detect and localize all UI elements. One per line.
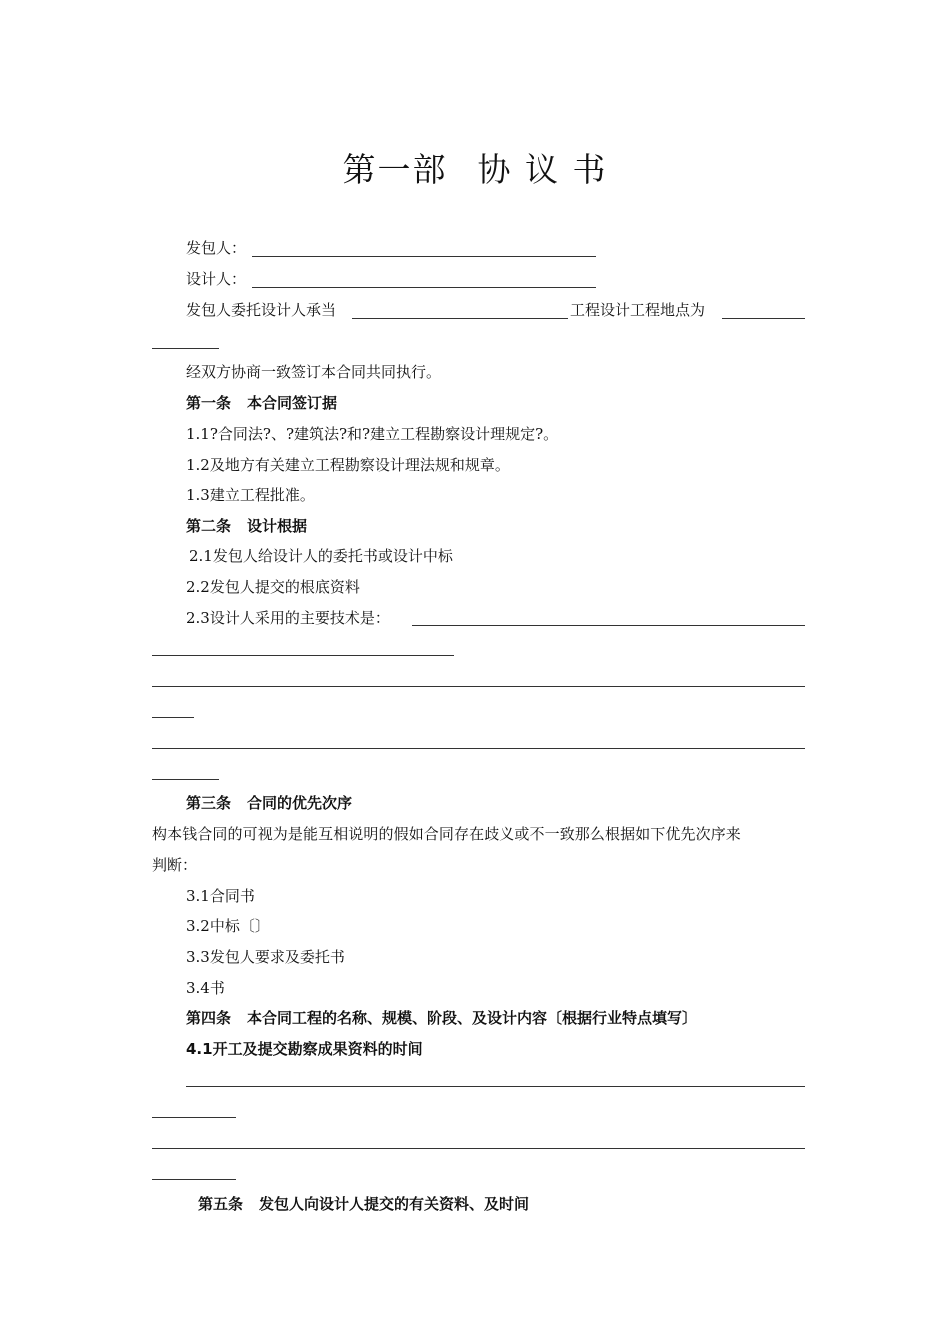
article1-item: 1.3建立工程批准。 — [186, 486, 315, 504]
article4-num: 第四条 — [186, 1009, 232, 1027]
client-line — [186, 238, 246, 258]
blank-line — [186, 1086, 805, 1087]
article2-num: 第二条 — [186, 517, 232, 535]
article1-heading — [186, 393, 337, 413]
title-name: 协 议 书 — [477, 150, 608, 189]
article5-num: 第五条 — [198, 1195, 244, 1213]
article3-title: 合同的优先次序 — [247, 794, 353, 812]
designer-label: 设计人： — [186, 270, 247, 288]
page-title — [0, 150, 950, 190]
article4-title: 本合同工程的名称、规模、阶段、及设计内容〔根据行业特点填写〕 — [247, 1009, 698, 1027]
client-label: 发包人： — [186, 239, 247, 257]
article4-heading — [186, 1008, 697, 1028]
article3-item: 3.4书 — [186, 979, 225, 997]
technique-blank — [412, 625, 805, 626]
article3-num: 第三条 — [186, 794, 232, 812]
intro-text: 经双方协商一致签订本合同共同执行。 — [186, 363, 442, 381]
commission-mid: 工程设计工程地点为 — [570, 301, 706, 319]
article5-title: 发包人向设计人提交的有关资料、及时间 — [259, 1195, 530, 1213]
designer-line — [186, 269, 246, 289]
article3-body-cont: 判断： — [152, 856, 198, 874]
article2-heading — [186, 516, 307, 536]
designer-blank — [252, 287, 596, 288]
blank-line — [152, 748, 805, 749]
blank-line — [152, 686, 805, 687]
project-name-blank — [352, 318, 568, 319]
commission-prefix: 发包人委托设计人承当 — [186, 301, 337, 319]
article2-title: 设计根据 — [247, 517, 308, 535]
blank-line — [152, 779, 219, 780]
location-blank-cont — [152, 348, 219, 349]
article3-item: 3.3发包人要求及委托书 — [186, 948, 345, 966]
article1-item: 1.1?合同法?、?建筑法?和?建立工程勘察设计理规定?。 — [186, 425, 559, 443]
blank-line — [152, 717, 194, 718]
blank-line — [152, 1179, 236, 1180]
blank-line — [152, 1117, 236, 1118]
article3-heading — [186, 793, 352, 813]
article4-sub: 4.1开工及提交勘察成果资料的时间 — [186, 1040, 423, 1058]
article2-item: 2.3设计人采用的主要技术是： — [186, 609, 390, 627]
title-part: 第一部 — [342, 150, 448, 189]
article3-body: 构本钱合同的可视为是能互相说明的假如合同存在歧义或不一致那么根据如下优先次序来 — [152, 825, 741, 843]
article1-item: 1.2及地方有关建立工程勘察设计理法规和规章。 — [186, 456, 510, 474]
article1-num: 第一条 — [186, 394, 232, 412]
technique-blank-cont — [152, 655, 454, 656]
article2-item: 2.2发包人提交的根底资料 — [186, 578, 360, 596]
article1-title: 本合同签订据 — [247, 394, 338, 412]
article2-item: 2.1发包人给设计人的委托书或设计中标 — [189, 547, 453, 565]
location-blank — [722, 318, 805, 319]
client-blank — [252, 256, 596, 257]
article5-heading — [198, 1194, 529, 1214]
article3-item: 3.1合同书 — [186, 887, 255, 905]
blank-line — [152, 1148, 805, 1149]
article3-item: 3.2中标〔〕 — [186, 917, 270, 935]
